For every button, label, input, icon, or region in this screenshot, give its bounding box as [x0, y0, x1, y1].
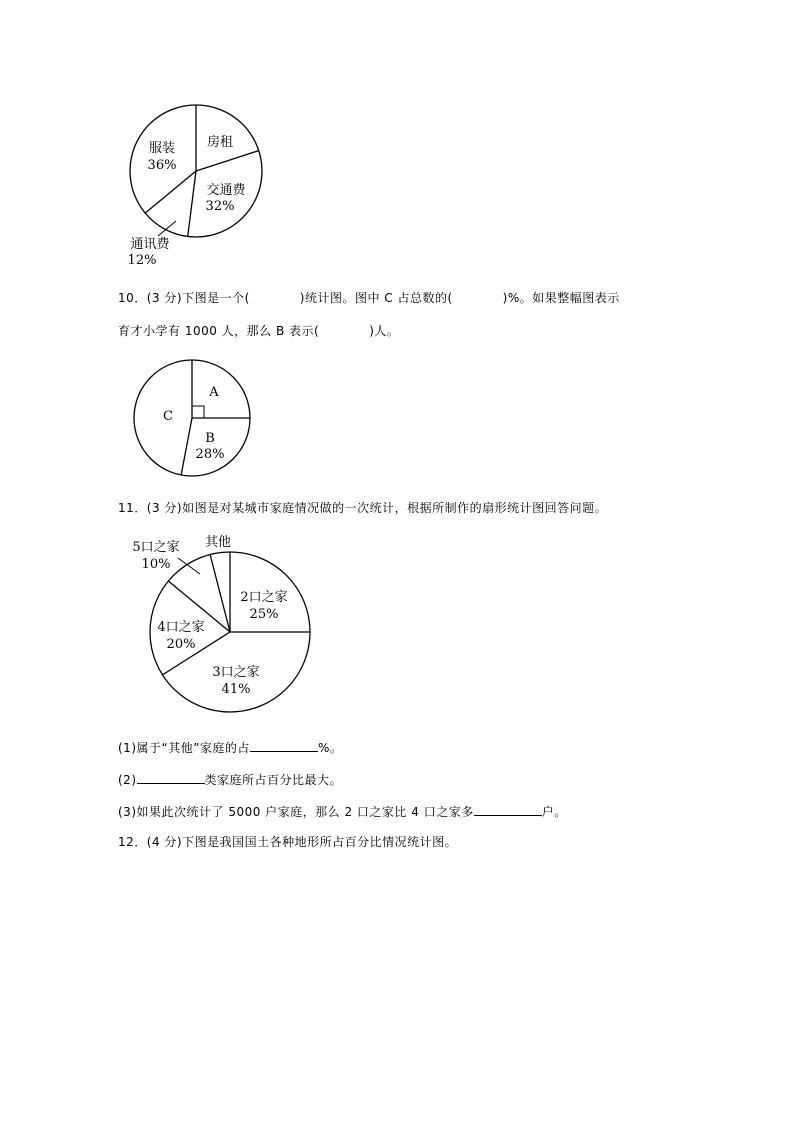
answer-blank-3[interactable] [474, 803, 542, 816]
pie-3-label-5: 5口之家 [132, 540, 180, 555]
pie-2-label-b: B [205, 431, 215, 446]
sub-3-text-b: 户。 [541, 805, 567, 819]
sub-2-text-b: 类家庭所占百分比最大。 [204, 773, 343, 787]
sub-1-text-b: %。 [317, 741, 343, 755]
expense-pie-chart [118, 96, 278, 276]
pie-3-label-4: 4口之家 [157, 620, 205, 635]
right-angle-marker [192, 406, 204, 418]
family-pie-chart [118, 530, 318, 715]
answer-blank-1[interactable] [250, 739, 318, 752]
pie-3-value-5: 10% [141, 557, 171, 572]
pie-1-divider-1 [196, 151, 259, 171]
pie-1-divider-3 [145, 171, 196, 213]
pie-3-value-4: 20% [166, 637, 196, 652]
pie-1-value-telecom: 12% [127, 253, 157, 268]
answer-blank-2[interactable] [137, 771, 205, 784]
pie-1-label-transport: 交通费 [206, 183, 246, 198]
question-11-line-1: 11．(3 分)如图是对某城市家庭情况做的一次统计，根据所制作的扇形统计图回答问题。 [118, 501, 608, 515]
pie-2-divider-2 [181, 418, 192, 475]
sub-2-text-a: (2) [118, 773, 137, 787]
pie-3-label-3: 3口之家 [212, 665, 260, 680]
pie-2-label-c: C [163, 409, 173, 424]
pie-3-divider-4 [210, 555, 230, 632]
pie-1-label-clothing: 服装 [148, 141, 176, 156]
pie-2-value-b: 28% [195, 447, 225, 462]
pie-3-value-3: 41% [221, 682, 251, 697]
abc-pie-chart [118, 356, 268, 486]
pie-1-divider-2 [188, 171, 196, 236]
pie-1-value-clothing: 36% [147, 158, 177, 173]
pie-1-label-rent: 房租 [206, 135, 234, 150]
pie-3-label-other: 其他 [204, 535, 232, 550]
pie-3-label-2: 2口之家 [240, 590, 288, 605]
question-11-sub-3 [118, 803, 567, 820]
pie-1-label-telecom: 通讯费 [130, 237, 170, 252]
pie-3-pointer [178, 558, 200, 574]
pie-1-value-transport: 32% [205, 199, 235, 214]
pie-2-label-a: A [209, 385, 219, 400]
sub-1-text-a: (1)属于“其他”家庭的占 [118, 741, 250, 755]
question-10-line-1: 10．(3 分)下图是一个( )统计图。图中 C 占总数的( )%。如果整幅图表示 [118, 291, 620, 305]
pie-1-pointer [158, 221, 176, 236]
question-10-line-2: 育才小学有 1000 人，那么 B 表示( )人。 [118, 324, 400, 338]
sub-3-text-a: (3)如果此次统计了 5000 户家庭，那么 2 口之家比 4 口之家多 [118, 805, 474, 819]
question-11-sub-2 [118, 771, 342, 788]
question-11-sub-1 [118, 739, 342, 756]
pie-3-value-2: 25% [249, 607, 279, 622]
question-12-line-1: 12．(4 分)下图是我国国土各种地形所占百分比情况统计图。 [118, 835, 458, 849]
